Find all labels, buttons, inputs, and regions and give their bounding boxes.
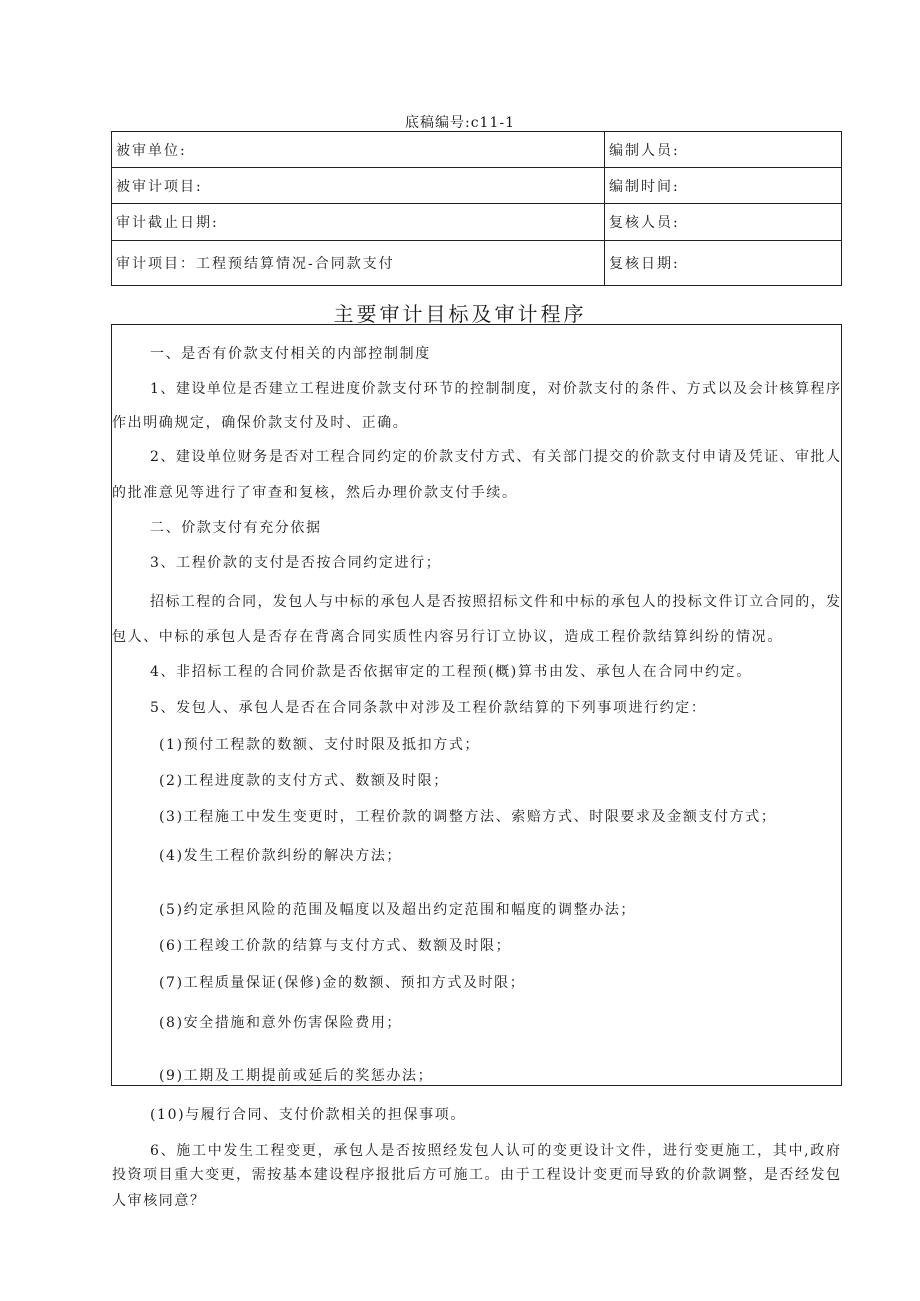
list-item: (1)预付工程款的数额、支付时限及抵扣方式； [159,737,481,753]
paragraph-7-line-3: 人审核同意？ [112,1193,206,1209]
paragraph-5: 4、非招标工程的合同价款是否依据审定的工程预(概)算书由发、承包人在合同中约定。 [150,664,752,680]
table-row [112,241,842,286]
reviewer-cell: 复核人员: [605,204,842,241]
table-row [112,204,842,241]
paragraph-3: 3、工程价款的支付是否按合同约定进行； [150,555,442,571]
list-item: (7)工程质量保证(保修)金的数额、预扣方式及时限； [159,975,526,991]
section-title: 主要审计目标及审计程序 [333,302,587,326]
heading-internal-control: 一、是否有价款支付相关的内部控制制度 [150,346,431,362]
audited-unit-cell: 被审单位: [112,132,605,168]
heading-payment-basis: 二、价款支付有充分依据 [150,520,322,536]
table-row [112,132,842,168]
audited-project-cell: 被审计项目: [112,168,605,204]
list-item: (10)与履行合同、支付价款相关的担保事项。 [150,1107,466,1123]
list-item: (2)工程进度款的支付方式、数额及时限； [159,773,449,789]
table-row [112,168,842,204]
paragraph-4-line-1: 招标工程的合同，发包人与中标的承包人是否按照招标文件和中标的承包人的投标文件订立合同的，发 [150,594,840,610]
header-info-table [111,131,842,286]
paragraph-7-line-2: 投资项目重大变更，需按基本建设程序报批后方可施工。由于工程设计变更而导致的价款调整，是否经发包 [112,1167,840,1183]
list-item: (8)安全措施和意外伤害保险费用； [159,1015,403,1031]
paragraph-4-line-2: 包人、中标的承包人是否存在背离合同实质性内容另行订立协议，造成工程价款结算纠纷的情况。 [112,629,783,645]
document-code: 底稿编号:c11-1 [404,115,515,131]
list-item: (6)工程竣工价款的结算与支付方式、数额及时限； [159,938,512,954]
paragraph-2-line-2: 的批准意见等进行了审查和复核，然后办理价款支付手续。 [112,485,518,501]
list-item: (9)工期及工期提前或延后的奖惩办法； [159,1068,434,1084]
paragraph-2-line-1: 2、建设单位财务是否对工程合同约定的价款支付方式、有关部门提交的价款支付申请及凭证、审批人 [150,449,840,465]
list-item: (4)发生工程价款纠纷的解决方法； [159,848,403,864]
cutoff-date-cell: 审计截止日期: [112,204,605,241]
paragraph-1-line-2: 作出明确规定，确保价款支付及时、正确。 [112,415,409,431]
audit-item-cell: 审计项目：工程预结算情况-合同款支付 [112,241,605,286]
list-item: (5)约定承担风险的范围及幅度以及超出约定范围和幅度的调整办法； [159,902,637,918]
paragraph-1-line-1: 1、建设单位是否建立工程进度价款支付环节的控制制度，对价款支付的条件、方式以及会计核算程序 [150,381,840,397]
paragraph-7-line-1: 6、施工中发生工程变更，承包人是否按照经发包人认可的变更设计文件，进行变更施工，其中,政府 [150,1143,840,1159]
prepared-time-cell: 编制时间: [605,168,842,204]
list-item: (3)工程施工中发生变更时，工程价款的调整方法、索赔方式、时限要求及金额支付方式； [159,809,777,825]
review-date-cell: 复核日期: [605,241,842,286]
prepared-by-cell: 编制人员: [605,132,842,168]
paragraph-6: 5、发包人、承包人是否在合同条款中对涉及工程价款结算的下列事项进行约定： [150,700,707,716]
